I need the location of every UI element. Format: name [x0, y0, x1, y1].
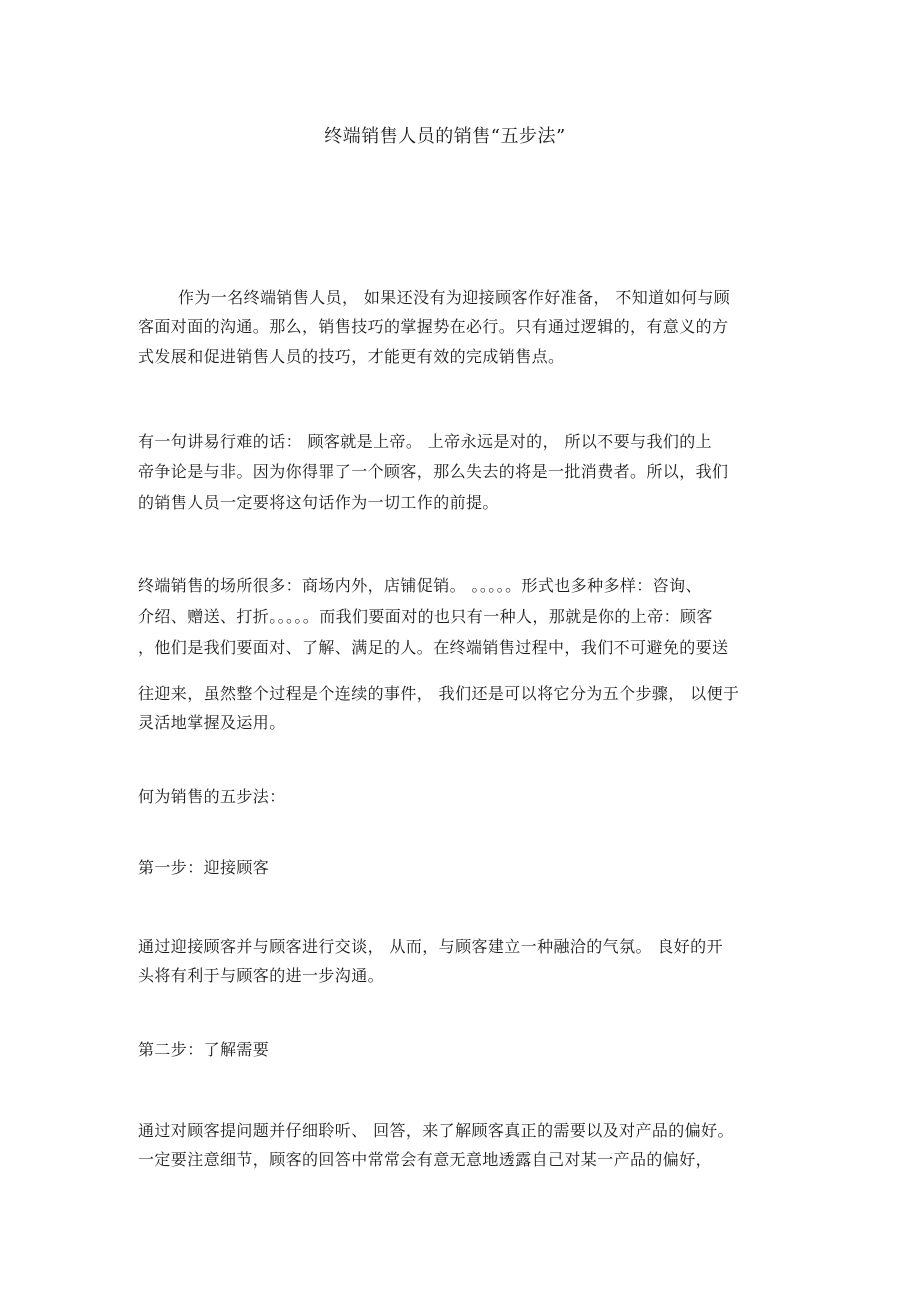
step-2-heading: 第二步：了解需要 — [138, 1040, 270, 1059]
paragraph-3-line-5: 灵活地掌握及运用。 — [138, 713, 286, 732]
section-intro-heading: 何为销售的五步法： — [138, 787, 286, 806]
paragraph-1-line-1: 作为一名终端销售人员， 如果还没有为迎接顾客作好准备， 不知道如何与顾 — [178, 288, 731, 307]
step-1-text-line-1: 通过迎接顾客并与顾客进行交谈， 从而，与顾客建立一种融洽的气氛。 良好的开 — [138, 937, 723, 956]
step-2-text-line-1: 通过对顾客提问题并仔细聆听、 回答，来了解顾客真正的需要以及对产品的偏好。 — [138, 1121, 734, 1140]
paragraph-1-line-2: 客面对面的沟通。那么，销售技巧的掌握势在必行。只有通过逻辑的，有意义的方 — [138, 317, 729, 336]
paragraph-1-line-3: 式发展和促进销售人员的技巧，才能更有效的完成销售点。 — [138, 347, 565, 366]
step-2-text-line-2: 一定要注意细节，顾客的回答中常常会有意无意地透露自己对某一产品的偏好， — [138, 1150, 713, 1169]
paragraph-3-line-2: 介绍、赠送、打折。。。。。而我们要面对的也只有一种人，那就是你的上帝：顾客 — [138, 607, 713, 626]
paragraph-2-line-1: 有一句讲易行难的话： 顾客就是上帝。 上帝永远是对的， 所以不要与我们的上 — [138, 432, 713, 451]
paragraph-3-line-3: ，他们是我们要面对、了解、满足的人。在终端销售过程中，我们不可避免的要送 — [138, 638, 729, 657]
step-1-text-line-2: 头将有利于与顾客的进一步沟通。 — [138, 966, 385, 985]
paragraph-3-line-4: 往迎来，虽然整个过程是个连续的事件， 我们还是可以将它分为五个步骤， 以便于 — [138, 684, 740, 703]
paragraph-3-line-1: 终端销售的场所很多：商场内外，店铺促销。 。。。。。形式也多种多样：咨询、 — [138, 576, 702, 595]
document-title: 终端销售人员的销售“五步法” — [324, 126, 566, 147]
paragraph-2-line-2: 帝争论是与非。因为你得罪了一个顾客，那么失去的将是一批消费者。所以，我们 — [138, 462, 729, 481]
paragraph-2-line-3: 的销售人员一定要将这句话作为一切工作的前提。 — [138, 493, 499, 512]
step-1-heading: 第一步：迎接顾客 — [138, 858, 270, 877]
